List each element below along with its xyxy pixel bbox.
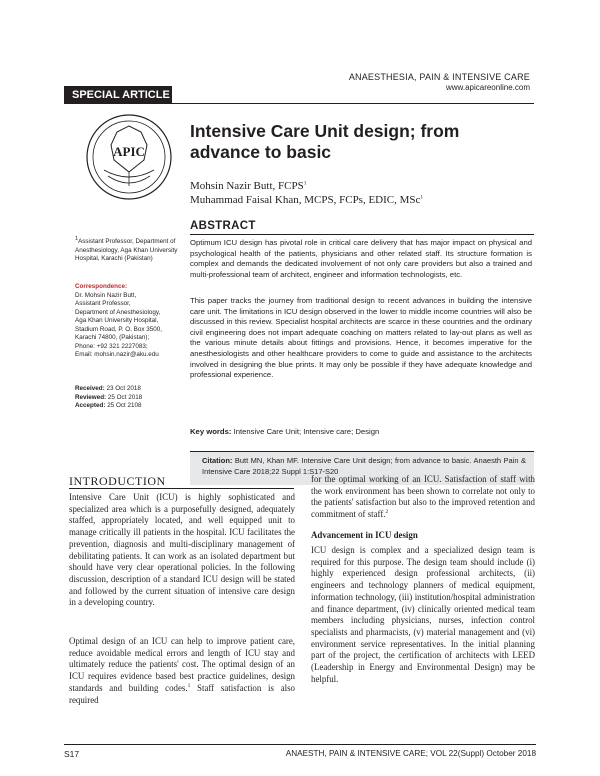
page-number: S17	[64, 749, 80, 759]
journal-website[interactable]: www.apicareonline.com	[445, 83, 530, 92]
affiliation-note	[75, 235, 187, 264]
article-title: Intensive Care Unit design; from advance to basic	[190, 121, 460, 162]
received-date	[75, 385, 187, 394]
received-value: 23 Oct 2018	[106, 385, 141, 392]
apic-emblem-icon	[84, 112, 174, 202]
header-rule	[172, 103, 534, 104]
author-2-affiliation: 1	[420, 194, 424, 201]
accepted-value: 25 Oct 2108	[107, 402, 142, 409]
correspondence-line: Dr. Mohsin Nazir Butt,	[75, 291, 137, 299]
abstract-paragraph-1: Optimum ICU design has pivotal role in critical care delivery that has major impact on physical and psychological health of the patients, physicians and other related staff. Its structure formation is complex and demands the dedicated involvement of not only care providers but also a trained and multi-professional team of architect, engineer and information technologists, etc.	[190, 238, 532, 279]
correspondence-line: Department of Anesthesiology,	[75, 308, 161, 316]
reference-2: 2	[385, 509, 389, 516]
reviewed-label: Reviewed:	[75, 393, 107, 401]
keywords-label: Key words:	[190, 427, 232, 436]
abstract-rule	[190, 234, 534, 235]
keywords-text: Intensive Care Unit; Intensive care; Design	[233, 427, 380, 436]
correspondence-line: Aga Khan University Hospital,	[75, 317, 159, 324]
logo-letters: APIC	[113, 144, 145, 159]
author-2	[190, 194, 423, 206]
correspondence-label: Correspondence:	[75, 283, 128, 290]
accepted-label: Accepted:	[75, 402, 106, 409]
introduction-heading: INTRODUCTION	[69, 474, 166, 488]
author-2-name: Muhammad Faisal Khan, MCPS, FCPs, EDIC, MSc	[190, 194, 421, 206]
intro-paragraph-3	[311, 474, 535, 521]
introduction-rule	[69, 488, 294, 489]
received-label: Received:	[75, 385, 105, 392]
intro-paragraph-1: Intensive Care Unit (ICU) is highly sophisticated and specialized area which is a purposefully designed, adequately staffed, appropriately located, and well equipped unit to manage critically ill patients in the hospital. ICU facilitates the prevention, diagnosis and multi-disciplinary management of debilitating patients. It can work as an isolated department but should have very clear operational policies. In the following discussion, description of a standard ICU design will be stated and followed by the current situation of intensive care design in a developing country.	[69, 492, 295, 608]
correspondence-line: Karachi 74800, (Pakistan);	[75, 334, 150, 341]
advancement-paragraph: ICU design is complex and a specialized design team is required for this purpose. The design team should include (i) highly experienced design professional architects, (ii) engineers and technology planners of medical equipment, information technology, (iii) institution/hospital administration and finance department, (iv) clinically oriented medical team members including physicians, nurses, infection control specialists and pharmacists, (v) material management and (vi) environment service representatives. In the initial planning part of the project, the certification of architects with LEED (Leadership in Energy and Environmental Design) may be helpful.	[311, 545, 535, 684]
dates-block	[75, 385, 187, 411]
advancement-subheading: Advancement in ICU design	[311, 530, 418, 540]
keywords	[190, 427, 532, 436]
correspondence-line: Stadium Road, P. O. Box 3500,	[75, 325, 163, 333]
author-1	[190, 180, 306, 192]
correspondence-email[interactable]: Email: mohsin.nazir@aku.edu	[75, 351, 159, 358]
correspondence-line: Phone: +92 321 2227083;	[75, 342, 148, 350]
intro-paragraph-2-end: Staff satisfaction is also required	[69, 682, 295, 705]
affiliation-number: 1	[75, 235, 79, 242]
abstract-paragraph-2: This paper tracks the journey from traditional design to recent advances in building the intensive care unit. The limitations in ICU design observed in the lower to middle income countries will also be discussed in this review. Specialist hospital architects are scarce in these countries and the ordinary civil engineering does not impart adequate coaching on matters related to lay-out plans as well as the various minute details about fittings and provisions. Hence, it becomes imperative for the anesthesiologists and other healthcare providers to come to guide and assistance to the architects involved in designing the blue prints. It may only be possible if they have adequate knowledge and professional experience.	[190, 296, 532, 380]
correspondence-block	[75, 283, 187, 360]
intro-paragraph-2-text: Optimal design of an ICU can help to improve patient care, reduce avoidable medical errors and length of ICU stay and ultimately reduce the patients' cost. The optimal design of an ICU requires evidence based best practice guidelines, design standards and building codes.	[69, 636, 295, 693]
footer-rule	[64, 744, 536, 745]
reviewed-date	[75, 394, 187, 403]
reviewed-value: 25 Oct 2018	[107, 393, 143, 401]
journal-name: ANAESTHESIA, PAIN & INTENSIVE CARE	[348, 72, 530, 82]
citation-text: Butt MN, Khan MF. Intensive Care Unit design; from advance to basic. Anaesth Pain & Intensive Care 2018;22 Suppl 1:S17-S20	[202, 456, 526, 476]
intro-paragraph-2	[69, 636, 295, 706]
reference-1: 1	[187, 682, 191, 689]
correspondence-line: Assistant Professor,	[75, 300, 131, 307]
abstract-heading: ABSTRACT	[190, 220, 256, 232]
author-1-name: Mohsin Nazir Butt, FCPS	[190, 180, 304, 192]
footer-journal-issue: ANAESTH, PAIN & INTENSIVE CARE; VOL 22(Suppl) October 2018	[285, 749, 536, 758]
author-1-affiliation: 1	[303, 180, 307, 187]
accepted-date	[75, 402, 187, 411]
citation-label: Citation:	[202, 456, 233, 465]
affiliation-text: Assistant Professor, Department of Anesthesiology, Aga Khan University Hospital, Karachi (Pakistan)	[75, 238, 178, 262]
section-label: SPECIAL ARTICLE	[64, 86, 172, 104]
intro-paragraph-3-text: for the optimal working of an ICU. Satisfaction of staff with the work environment has been shown to correlate not only to the patients' satisfaction but also to the improved retention and commitment of staff.	[311, 474, 535, 520]
